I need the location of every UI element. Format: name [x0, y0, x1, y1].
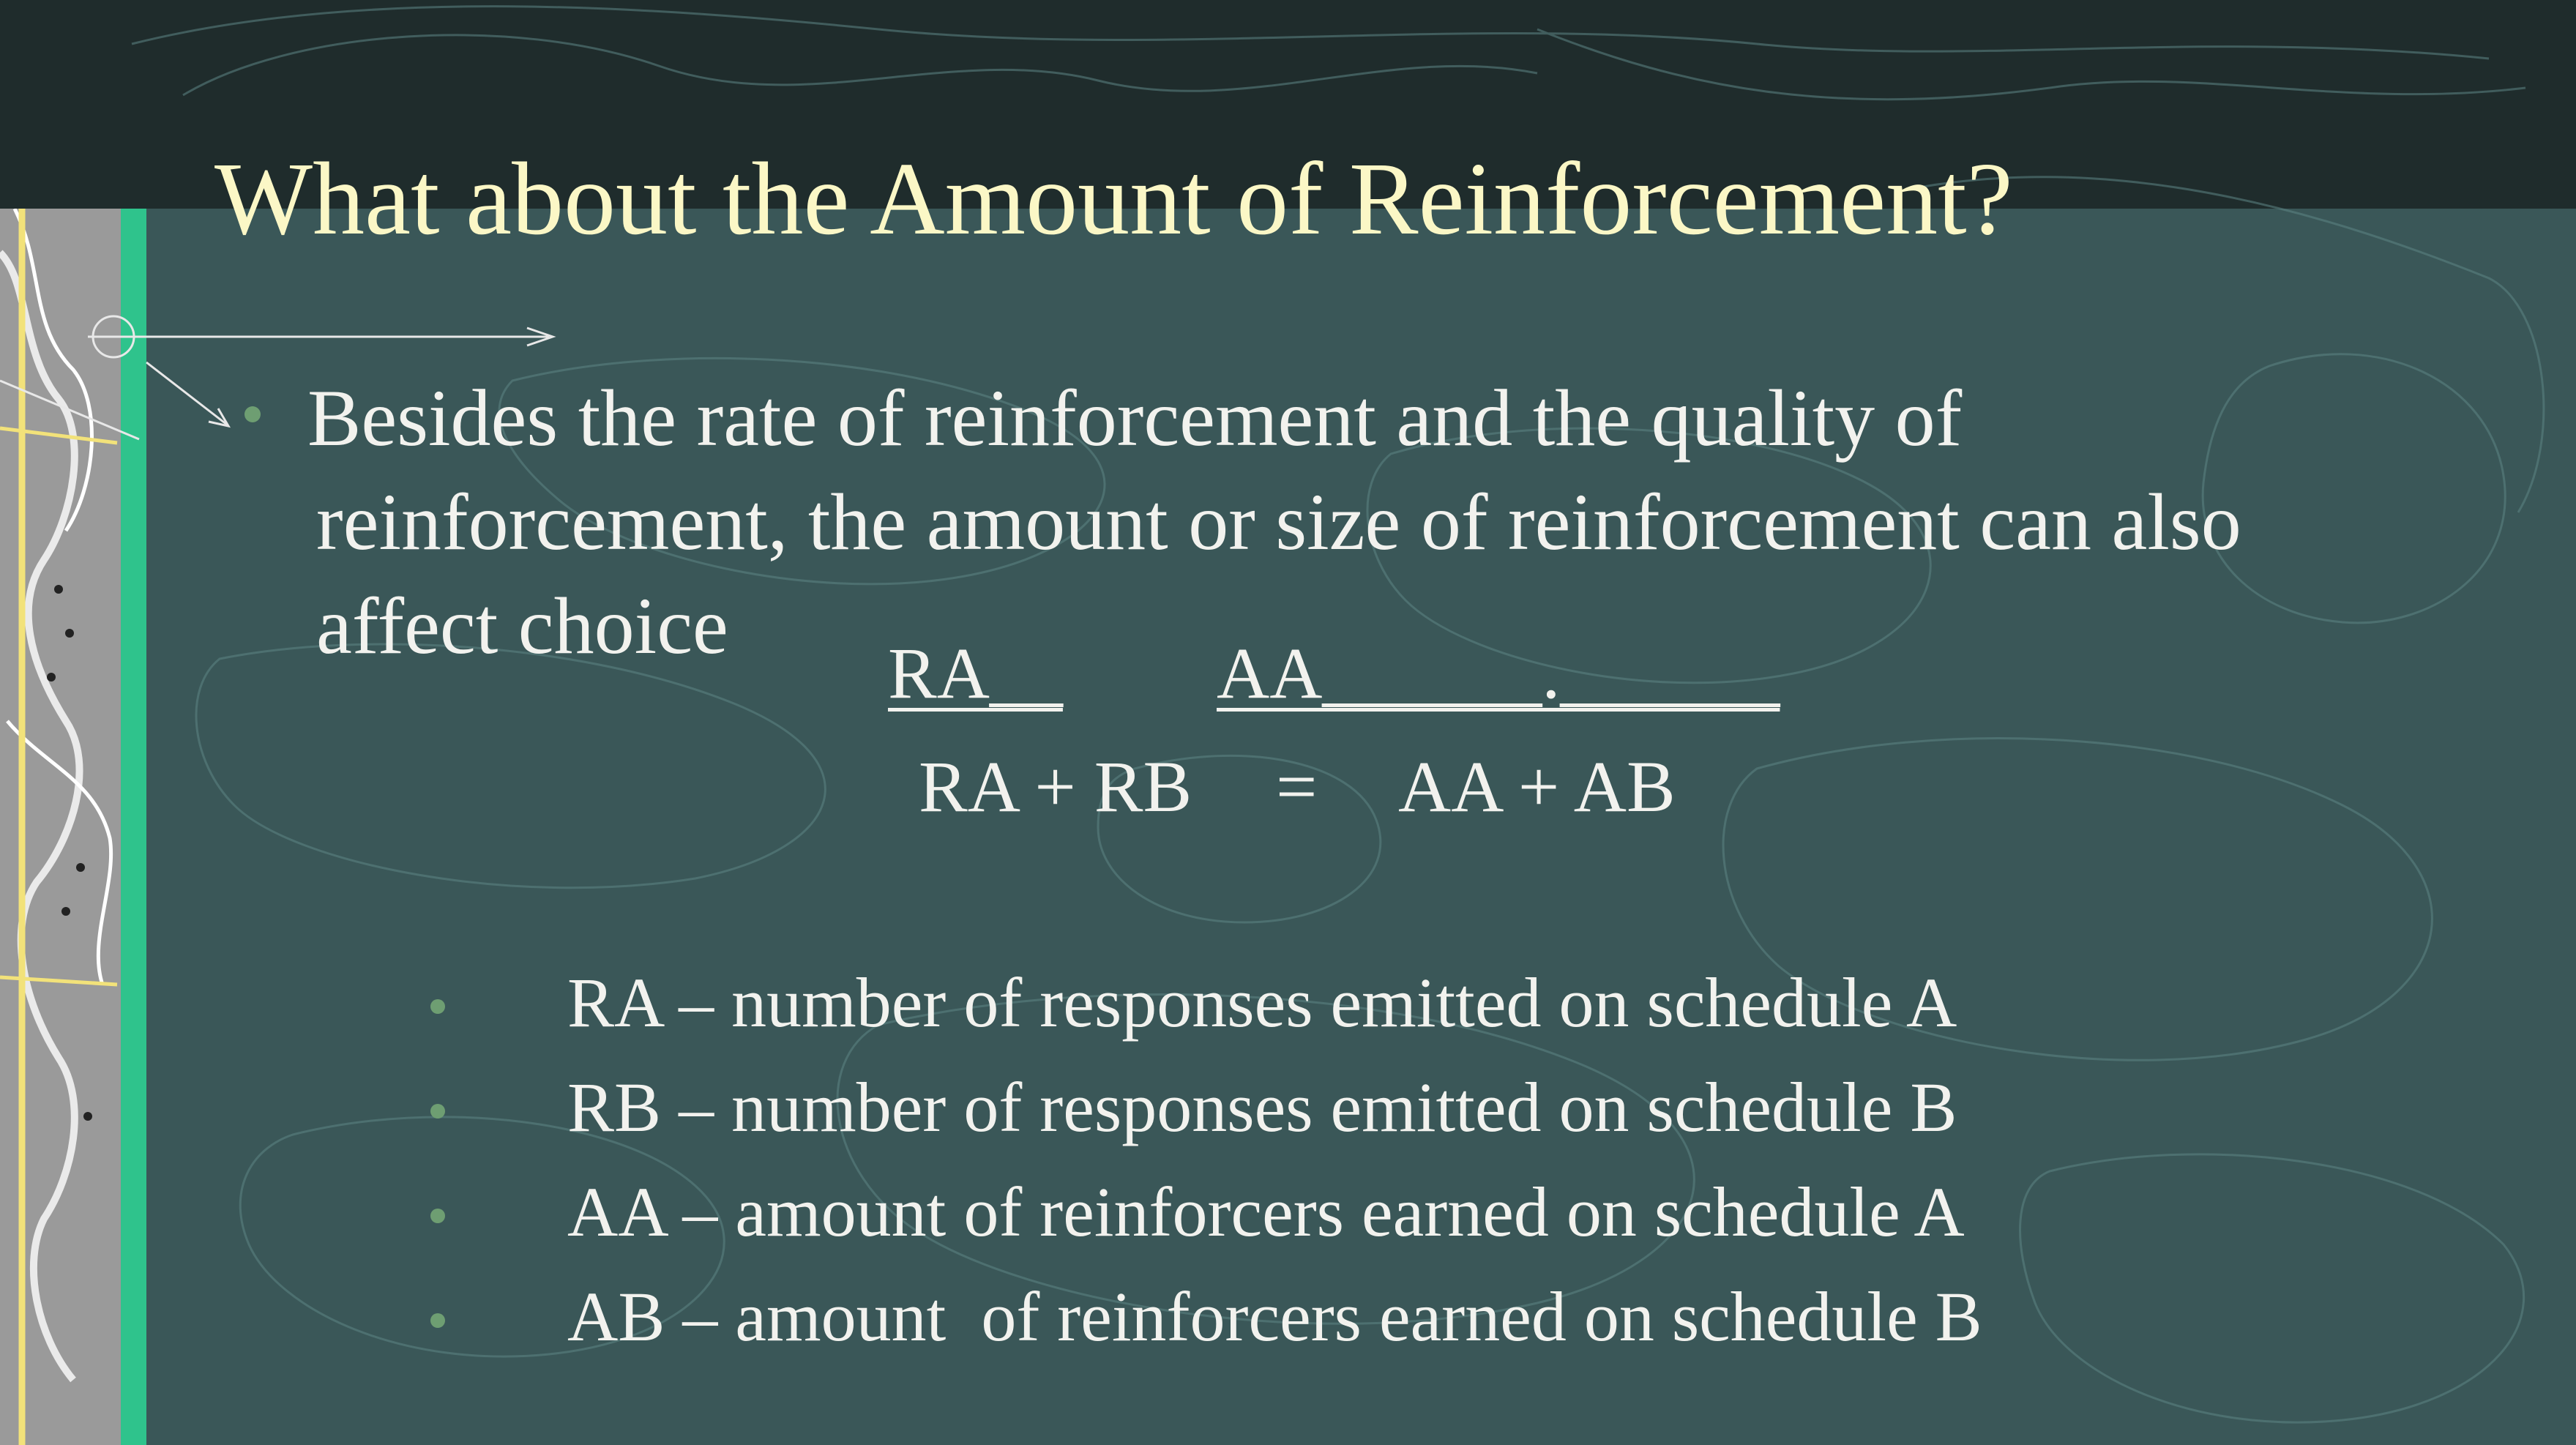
slide-title: What about the Amount of Reinforcement? — [214, 141, 2013, 256]
definition-item — [425, 1168, 2401, 1273]
definition-item — [425, 1064, 2401, 1168]
bullet-icon — [430, 1209, 445, 1223]
equation-left-denominator: RA + RB — [919, 746, 1192, 827]
definition-text: AA – amount of reinforcers earned on schedule A — [567, 1173, 1965, 1251]
main-bullet-line-2: reinforcement, the amount or size of reinforcement can also — [316, 477, 2241, 567]
equation-right-denominator: AA + AB — [1398, 746, 1676, 827]
equation-right-numerator: AA______.______ — [1217, 632, 1780, 714]
bullet-icon — [430, 1104, 445, 1119]
bullet-icon — [244, 406, 261, 422]
definition-text: RA – number of responses emitted on schedule A — [567, 963, 1957, 1042]
main-bullet-line-3: affect choice — [316, 581, 728, 671]
main-bullet-line-1: Besides the rate of reinforcement and the quality of — [307, 373, 1963, 463]
bullet-icon — [430, 999, 445, 1014]
bullet-icon — [430, 1313, 445, 1328]
equation-left-numerator: RA__ — [888, 632, 1063, 714]
definition-item — [425, 959, 2401, 1064]
main-bullet-text — [307, 366, 2445, 678]
definition-text: RB – number of responses emitted on schedule B — [567, 1068, 1957, 1146]
definitions-list — [425, 959, 2401, 1378]
equation-equals: = — [1276, 746, 1318, 827]
definition-item — [425, 1273, 2401, 1378]
definition-text: AB – amount of reinforcers earned on schedule B — [567, 1277, 1982, 1356]
